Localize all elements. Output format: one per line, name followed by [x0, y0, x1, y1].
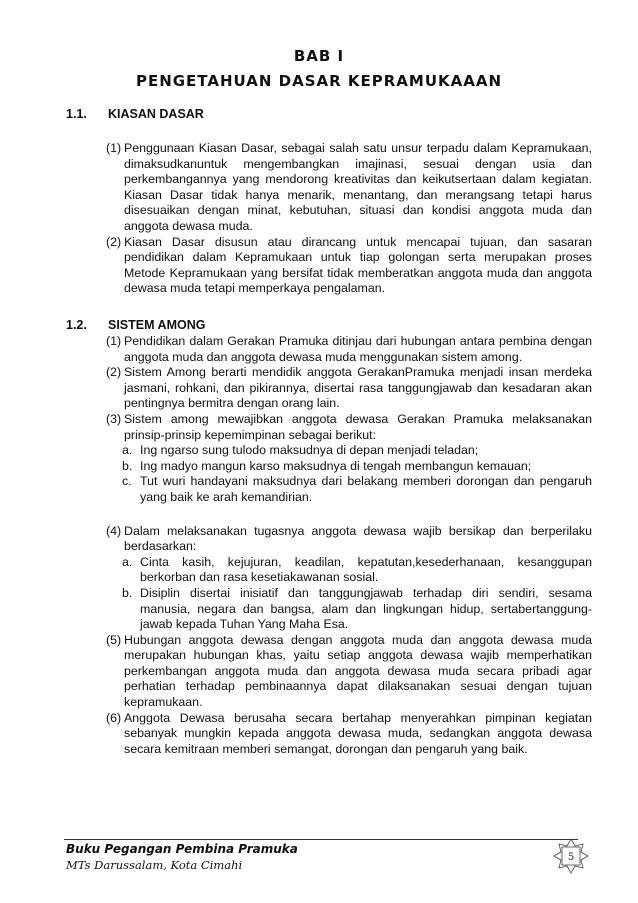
- page-number-badge: [553, 838, 589, 874]
- sub-list-text: Cinta kasih, kejujuran, keadilan, kepatutan,kesederhanaan, kesanggupan berkorban dan rasa kesetiakawanan sosial.: [140, 554, 592, 585]
- section-number: 1.1.: [66, 107, 87, 121]
- chapter-title: PENGETAHUAN DASAR KEPRAMUKAAAN: [135, 72, 503, 90]
- sub-list-text: Ing madyo mangun karso maksudnya di tengah membangun kemauan;: [140, 458, 532, 473]
- list-marker: (1): [106, 141, 122, 155]
- list-marker: (2): [106, 234, 122, 249]
- sub-list-item: [122, 443, 592, 459]
- list-item-text: Kiasan Dasar disusun atau dirancang untuk mencapai tujuan, dan sasaran pendidikan dalam Kepramukaan untuk tiap golongan serta merupakan proses Metode Kepramukaan yang bersifat tidak memberatkan anggota muda dan anggota dewasa muda tetapi memperkaya pengalaman.: [124, 234, 592, 296]
- section-title: SISTEM AMONG: [108, 318, 206, 332]
- sub-list-marker: a.: [122, 554, 133, 569]
- sub-list-marker: b.: [122, 458, 133, 473]
- footer-school-name: MTs Darussalam, Kota Cimahi: [66, 858, 243, 872]
- section-2-list: [106, 334, 592, 757]
- page-number: 5: [567, 852, 575, 863]
- sub-list-marker: a.: [122, 443, 133, 458]
- list-marker: (5): [106, 632, 122, 647]
- list-item: [106, 633, 592, 711]
- sub-list-item: [122, 586, 592, 633]
- list-marker: (6): [106, 710, 122, 725]
- list-item: [106, 334, 592, 365]
- chapter-number: BAB I: [293, 47, 345, 65]
- list-item: [106, 524, 592, 633]
- list-marker: (4): [106, 523, 122, 538]
- footer-divider: [64, 839, 578, 840]
- section-1-list: [106, 141, 592, 297]
- list-item-text: Penggunaan Kiasan Dasar, sebagai salah satu unsur terpadu dalam Kepramukaan, dimaksudkanuntuk mengembangkan imajinasi, sesuai dengan usia dan perkembangannya yang mendorong kreativitas dan keikutsertaan dalam kegiatan. Kiasan Dasar tidak hanya menarik, menantang, dan merangsang tetapi harus disesuaikan dengan minat, kebutuhan, situasi dan kondisi anggota muda dan anggota dewasa muda.: [124, 141, 592, 233]
- list-item: [106, 141, 592, 235]
- list-item: [106, 412, 592, 506]
- list-item: [106, 235, 592, 297]
- sub-list-text: Disiplin disertai inisiatif dan tanggungjawab terhadap diri sendiri, sesama manusia, negara dan bangsa, alam dan lingkungan hidup, sertabertanggung-jawab kepada Tuhan Yang Maha Esa.: [140, 585, 592, 632]
- list-item: [106, 711, 592, 758]
- sub-list-marker: b.: [122, 585, 133, 600]
- section-title: KIASAN DASAR: [108, 107, 204, 121]
- footer-book-title: Buku Pegangan Pembina Pramuka: [66, 842, 298, 856]
- section-heading-sistem-among: [66, 318, 205, 332]
- list-item-text: Sistem among mewajibkan anggota dewasa Gerakan Pramuka melaksanakan prinsip-prinsip kepemimpinan sebagai berikut:: [124, 411, 592, 442]
- list-item-text: Dalam melaksanakan tugasnya anggota dewasa wajib bersikap dan berperilaku berdasarkan:: [124, 523, 592, 554]
- section-number: 1.2.: [66, 318, 87, 332]
- list-marker: (2): [106, 365, 122, 380]
- sub-list-item: [122, 555, 592, 586]
- list-marker: (3): [106, 411, 122, 426]
- list-item-text: Sistem Among berarti mendidik anggota GerakanPramuka menjadi insan merdeka jasmani, rohkani, dan pikirannya, disertai rasa tanggungjawab dan kesadaran akan pentingnya bermitra dengan orang lain.: [124, 365, 592, 411]
- sub-list-marker: c.: [122, 474, 132, 489]
- sub-list-item: [122, 459, 592, 475]
- sub-list-text: Tut wuri handayani maksudnya dari belakang memberi dorongan dan pengaruh yang baik ke arah kemandirian.: [140, 474, 592, 504]
- section-heading-kiasan-dasar: [66, 107, 204, 121]
- list-item-text: Anggota Dewasa berusaha secara bertahap menyerahkan pimpinan kegiatan sebanyak mungkin kepada anggota dewasa muda, sedangkan anggota dewasa secara kemitraan memberi semangat, dorongan dan pengaruh yang baik.: [124, 710, 592, 756]
- list-item: [106, 365, 592, 412]
- list-item-text: Hubungan anggota dewasa dengan anggota muda dan anggota dewasa muda merupakan hubungan khas, yaitu setiap anggota dewasa wajib memperhatikan perkembangan anggota muda dan anggota dewasa muda secara pribadi agar perhatian terhadap pembinaannya dapat dilaksanakan sesuai dengan tujuan kepramukaan.: [124, 632, 592, 710]
- sub-list-item: [122, 474, 592, 505]
- list-item-text: Pendidikan dalam Gerakan Pramuka ditinjau dari hubungan antara pembina dengan anggota muda dan anggota dewasa muda menggunakan sistem among.: [124, 334, 592, 364]
- list-marker: (1): [106, 334, 122, 348]
- sub-list-text: Ing ngarso sung tulodo maksudnya di depan menjadi teladan;: [140, 443, 479, 458]
